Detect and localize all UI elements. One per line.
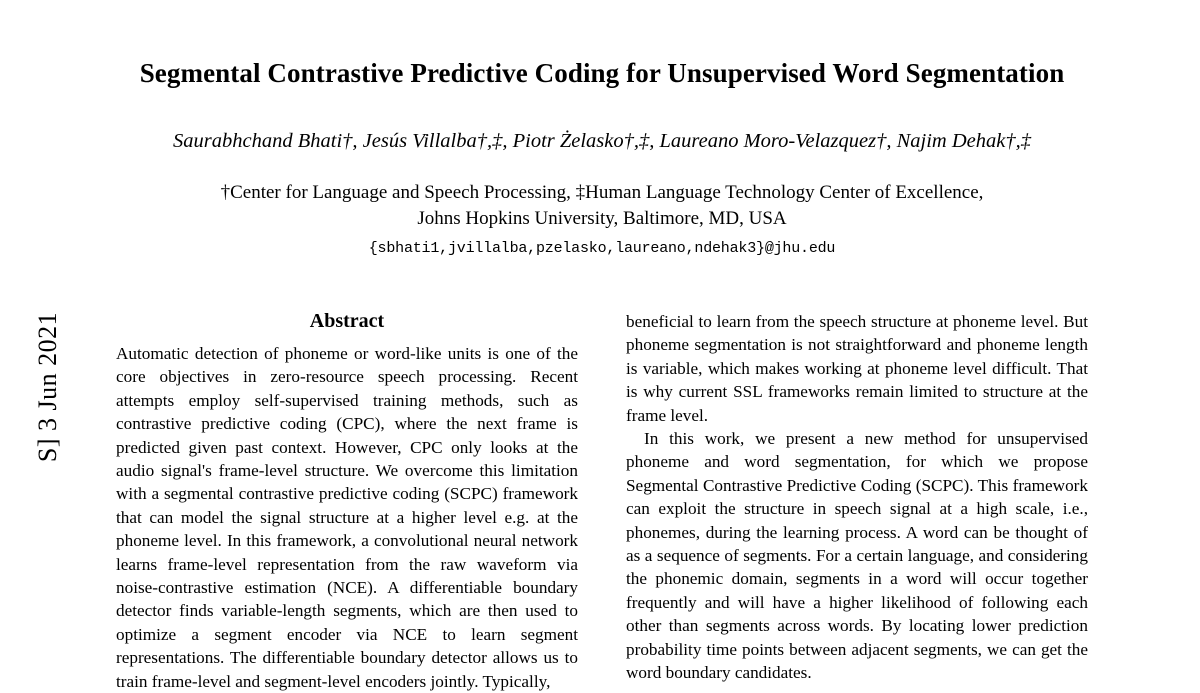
abstract-body	[116, 342, 578, 693]
intro-paragraph-1: beneficial to learn from the speech structure at phoneme level. But phoneme segmentation is not straightforward and phoneme length is variable, which makes working at phoneme level difficult. That is why current SSL frameworks remain limited to structure at the frame level.	[626, 312, 1088, 425]
affiliation-line-1: †Center for Language and Speech Processing, ‡Human Language Technology Center of Excellence,	[220, 182, 984, 203]
contact-email: {sbhati1,jvillalba,pzelasko,laureano,ndehak3}@jhu.edu	[368, 240, 836, 257]
introduction-body	[626, 310, 1088, 685]
paper-content	[116, 0, 1088, 691]
author-list: Saurabhchand Bhati†, Jesús Villalba†,‡, Piotr Żelasko†,‡, Laureano Moro-Velazquez†, Najim Dehak†,‡	[173, 130, 1031, 152]
intro-paragraph-2: In this work, we present a new method for unsupervised phoneme and word segmentation, for which we propose Segmental Contrastive Predictive Coding (SCPC). This framework can exploit the structure in speech signal at a high scale, i.e., phonemes, during the learning process. A word can be thought of as a sequence of segments. For a certain language, and considering the phonemic domain, segments in a word will occur together frequently and will have a higher likelihood of following each other than segments across words. By locating lower prediction probability time points between adjacent segments, we can get the word boundary candidates.	[626, 429, 1088, 683]
affiliation-line-2: Johns Hopkins University, Baltimore, MD, USA	[417, 208, 787, 229]
page-title: Segmental Contrastive Predictive Coding for Unsupervised Word Segmentation	[139, 58, 1065, 88]
right-column	[626, 310, 1088, 693]
abstract-paragraph: Automatic detection of phoneme or word-like units is one of the core objectives in zero-resource speech processing. Recent attempts employ self-supervised training methods, such as contrastive predictive coding (CPC), where the next frame is predicted given past context. However, CPC only looks at the audio signal's frame-level structure. We overcome this limitation with a segmental contrastive predictive coding (SCPC) framework that can model the signal structure at a higher level e.g. at the phoneme level. In this framework, a convolutional neural network learns frame-level representation from the raw waveform via noise-contrastive estimation (NCE). A differentiable boundary detector finds variable-length segments, which are then used to optimize a segment encoder via NCE to learn segment representations. The differentiable boundary detector allows us to train frame-level and segment-level encoders jointly. Typically,	[116, 344, 578, 691]
left-column	[116, 310, 578, 693]
abstract-heading: Abstract	[309, 310, 385, 332]
two-column-body	[116, 310, 1088, 693]
arxiv-stamp: S] 3 Jun 2021	[33, 311, 62, 463]
